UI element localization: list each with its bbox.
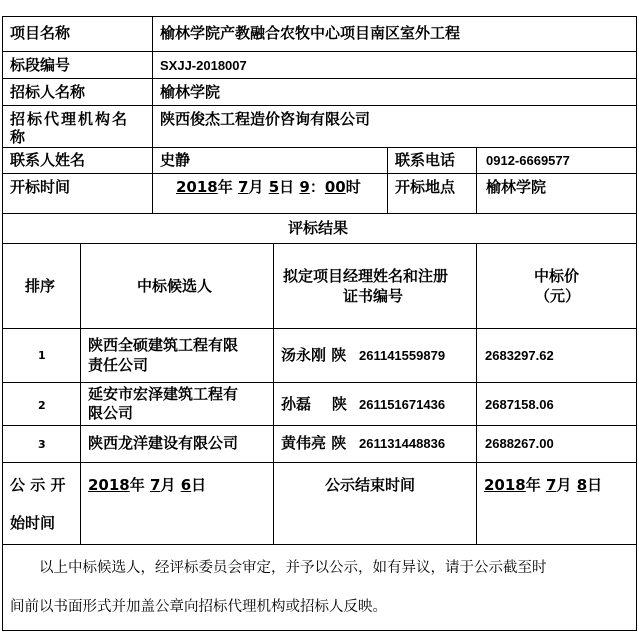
agency-label-cont: 称: [10, 128, 26, 146]
rule: [80, 462, 81, 544]
opening-year: 2018: [176, 178, 218, 196]
tenderer-label: 招标人名称: [10, 83, 86, 101]
start-year-suffix: 年: [129, 476, 145, 494]
contact-label: 联系人姓名: [10, 151, 86, 169]
agency-value: 陕西俊杰工程造价咨询有限公司: [160, 110, 371, 128]
rule: [2, 462, 636, 463]
table-row-cert: 261141559879: [359, 348, 446, 363]
opening-minute: 00: [324, 178, 346, 196]
rule: [476, 462, 477, 544]
rule: [2, 544, 636, 545]
opening-month-suffix: 月: [248, 178, 264, 196]
start-day: 6: [180, 476, 192, 494]
rule: [2, 328, 636, 329]
table-row-cert: 261131448836: [359, 436, 446, 451]
opening-year-suffix: 年: [217, 178, 233, 196]
table-row-company: 陕西全硕建筑工程有限: [88, 336, 239, 354]
start-month-suffix: 月: [160, 476, 176, 494]
opening-place-label: 开标地点: [395, 178, 456, 196]
end-month: 7: [546, 476, 557, 494]
rule: [2, 51, 636, 52]
table-row-company-cont: 限公司: [88, 404, 134, 422]
opening-minute-suffix: 时: [345, 178, 361, 196]
rule: [80, 243, 81, 462]
table-row-cert: 261151671436: [359, 397, 446, 412]
contact-value: 史静: [160, 151, 191, 169]
end-year-suffix: 年: [525, 476, 541, 494]
rule: [2, 173, 636, 174]
opening-month: 7: [238, 178, 249, 196]
opening-time-value: [176, 179, 361, 195]
publicity-start-label: 公 示 开: [10, 476, 66, 494]
opening-time-label: 开标时间: [10, 178, 71, 196]
end-day: 8: [576, 476, 588, 494]
rule: [273, 243, 274, 462]
footer-note-cont: 间前以书面形式并加盖公章向招标代理机构或招标人反映。: [10, 599, 387, 615]
table-row-price: 2688267.00: [485, 436, 554, 451]
opening-hour: 9: [299, 178, 310, 196]
table-row-manager: 汤永刚 陕: [281, 346, 347, 364]
result-section-title: 评标结果: [288, 219, 349, 237]
opening-day-suffix: 日: [279, 178, 295, 196]
manager-header-cont: 证书编号: [343, 287, 404, 305]
table-row-company: 陕西龙洋建设有限公司: [88, 434, 239, 452]
phone-value: 0912-6669577: [486, 153, 570, 168]
start-month: 7: [150, 476, 161, 494]
end-month-suffix: 月: [556, 476, 572, 494]
end-day-suffix: 日: [587, 476, 603, 494]
publicity-end-date: [484, 477, 602, 493]
rule: [2, 105, 636, 106]
table-row-price: 2687158.06: [485, 397, 554, 412]
rule: [2, 16, 3, 631]
table-row-price: 2683297.62: [485, 348, 554, 363]
rank-header: 排序: [25, 277, 56, 295]
project-name-value: 榆林学院产教融合农牧中心项目南区室外工程: [160, 24, 461, 42]
end-year: 2018: [484, 476, 526, 494]
price-header-cont: （元）: [535, 287, 581, 305]
opening-place-value: 榆林学院: [486, 178, 547, 196]
section-number-value: SXJJ-2018007: [160, 58, 247, 73]
footer-note: 以上中标候选人，经评标委员会审定，并予以公示，如有异议，请于公示截至时: [39, 560, 547, 576]
phone-label: 联系电话: [395, 151, 456, 169]
rule: [2, 16, 636, 17]
opening-colon: ：: [309, 178, 325, 196]
start-day-suffix: 日: [191, 476, 207, 494]
rule: [636, 16, 637, 631]
publicity-end-label: 公示结束时间: [325, 476, 416, 494]
rule: [2, 425, 636, 426]
agency-label: 招标代理机构名: [10, 110, 130, 128]
table-row-company-cont: 责任公司: [88, 356, 149, 374]
table-row-rank: 1: [38, 349, 46, 362]
start-year: 2018: [88, 476, 130, 494]
rule: [476, 147, 477, 213]
manager-header: 拟定项目经理姓名和注册: [283, 267, 449, 285]
publicity-start-date: [88, 477, 206, 493]
tenderer-value: 榆林学院: [160, 83, 221, 101]
publicity-start-label-cont: 始时间: [10, 514, 56, 532]
table-row-rank: 2: [38, 399, 46, 412]
table-row-manager: 黄伟亮 陕: [281, 434, 347, 452]
candidate-header: 中标候选人: [137, 277, 213, 295]
rule: [2, 78, 636, 79]
project-name-label: 项目名称: [10, 24, 71, 42]
rule: [476, 243, 477, 462]
rule: [2, 382, 636, 383]
price-header: 中标价: [534, 267, 580, 285]
table-row-manager: 孙磊 陕: [281, 395, 347, 413]
rule: [2, 243, 636, 244]
section-number-label: 标段编号: [10, 56, 71, 74]
rule: [387, 147, 388, 213]
rule: [2, 213, 636, 214]
table-row-company: 延安市宏泽建筑工程有: [88, 385, 239, 403]
opening-day: 5: [268, 178, 280, 196]
rule: [2, 630, 636, 631]
rule: [2, 147, 636, 148]
table-row-rank: 3: [38, 438, 46, 451]
rule: [273, 462, 274, 544]
rule: [152, 16, 153, 213]
